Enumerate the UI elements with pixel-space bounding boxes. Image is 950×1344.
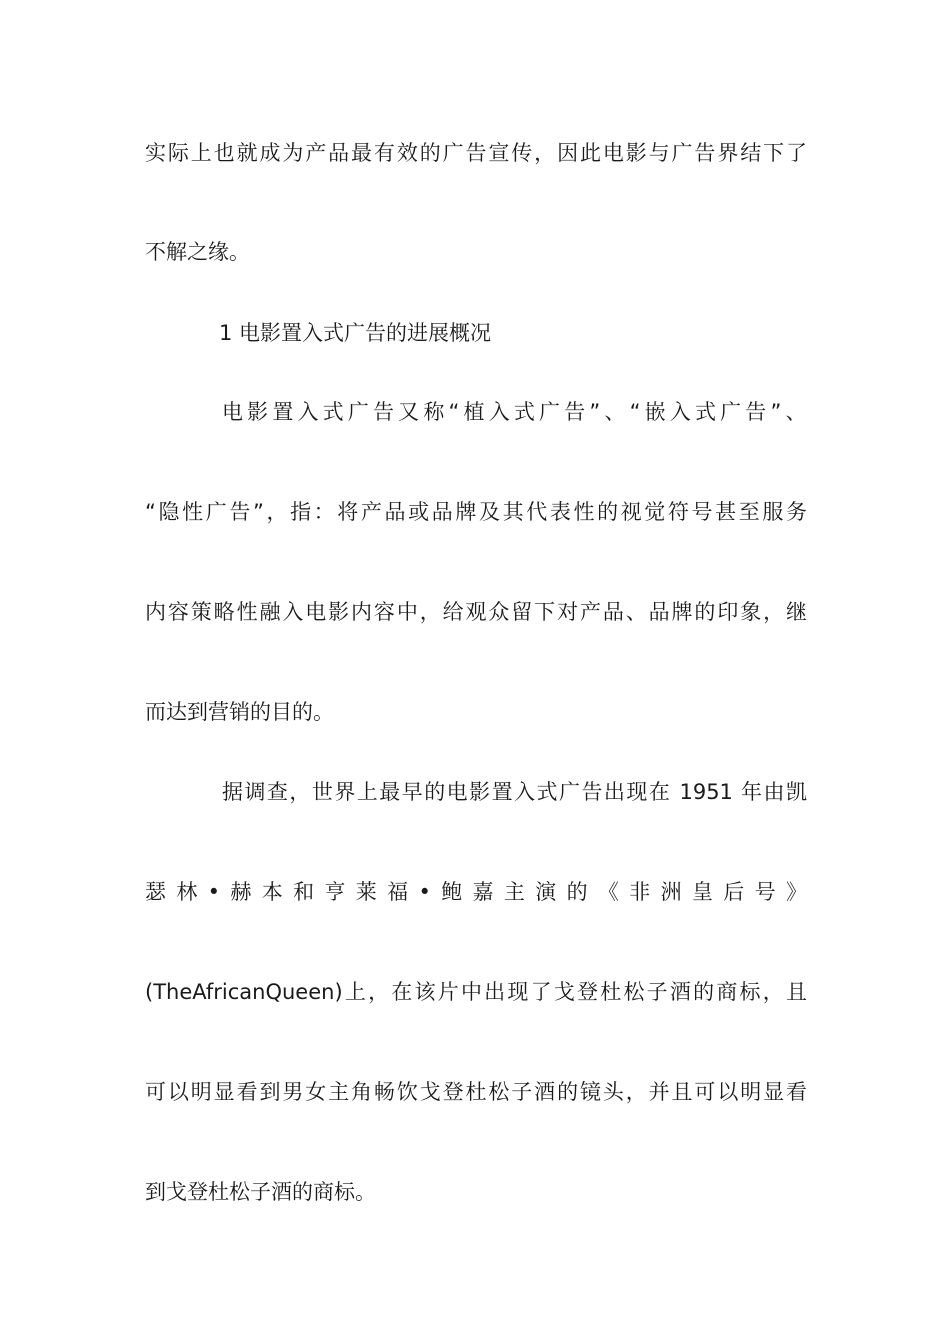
paragraph-line: 内容策略性融入电影内容中，给观众留下对产品、品牌的印象，继 <box>145 600 807 624</box>
paragraph-line: “隐性广告”，指：将产品或品牌及其代表性的视觉符号甚至服务 <box>145 500 807 524</box>
paragraph-line: 而达到营销的目的。 <box>145 700 334 724</box>
paragraph-line: 电影置入式广告又称“植入式广告”、“嵌入式广告”、 <box>222 400 807 424</box>
paragraph-line: (TheAfricanQueen)上，在该片中出现了戈登杜松子酒的商标，且 <box>145 980 807 1004</box>
paragraph-line: 瑟林•赫本和亨莱福•鲍嘉主演的《非洲皇后号》 <box>145 880 807 904</box>
paragraph-line: 到戈登杜松子酒的商标。 <box>145 1180 376 1204</box>
paragraph-line: 据调查，世界上最早的电影置入式广告出现在 1951 年由凯 <box>222 780 807 804</box>
paragraph-line: 可以明显看到男女主角畅饮戈登杜松子酒的镜头，并且可以明显看 <box>145 1080 807 1104</box>
section-heading: 1 电影置入式广告的进展概况 <box>219 321 492 345</box>
paragraph-line: 不解之缘。 <box>145 240 250 264</box>
paragraph-line: 实际上也就成为产品最有效的广告宣传，因此电影与广告界结下了 <box>145 141 807 165</box>
